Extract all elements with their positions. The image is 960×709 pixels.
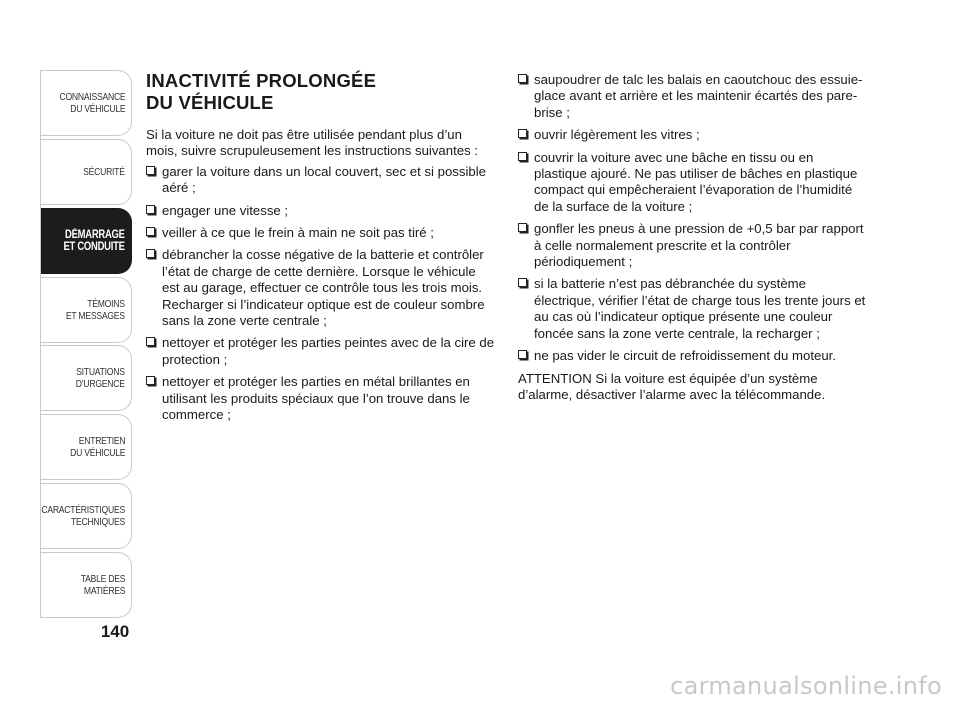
list-item-text: veiller à ce que le frein à main ne soit pas tiré ; bbox=[162, 225, 434, 241]
page-number: 140 bbox=[100, 622, 130, 641]
checkbox-bullet-icon bbox=[146, 166, 155, 175]
list-item bbox=[146, 225, 496, 241]
checkbox-bullet-icon bbox=[518, 278, 527, 287]
tab-label: SITUATIONS D’URGENCE bbox=[76, 366, 125, 390]
list-item bbox=[518, 221, 868, 270]
tab-label: SÉCURITÉ bbox=[83, 166, 125, 178]
list-item-text: ne pas vider le circuit de refroidissement du moteur. bbox=[534, 348, 836, 364]
list-item-text: nettoyer et protéger les parties en métal brillantes en utilisant les produits spéciaux que l’on trouve dans le commerce ; bbox=[162, 374, 470, 423]
checkbox-bullet-icon bbox=[146, 337, 155, 346]
chapter-sidebar bbox=[40, 70, 134, 618]
list-item bbox=[518, 72, 868, 121]
tab-label: CARACTÉRISTIQUES TECHNIQUES bbox=[41, 504, 125, 528]
section-title: INACTIVITÉ PROLONGÉE DU VÉHICULE bbox=[146, 70, 377, 113]
instruction-list-right bbox=[518, 72, 868, 365]
list-item bbox=[518, 348, 868, 364]
checkbox-bullet-icon bbox=[518, 223, 527, 232]
list-item bbox=[518, 150, 868, 216]
checkbox-bullet-icon bbox=[146, 376, 155, 385]
tab-temoins-et-messages[interactable] bbox=[40, 277, 132, 343]
tab-connaissance-du-vehicule[interactable] bbox=[40, 70, 132, 136]
list-item-text: gonfler les pneus à une pression de +0,5 bar par rapport à celle normalement prescrite et la contrôler périodiquement ; bbox=[534, 221, 864, 270]
checkbox-bullet-icon bbox=[146, 249, 155, 258]
sidebar-edge-line bbox=[40, 70, 41, 618]
list-item-text: nettoyer et protéger les parties peintes avec de la cire de protection ; bbox=[162, 335, 495, 367]
list-item-text: garer la voiture dans un local couvert, sec et si possible aéré ; bbox=[162, 163, 486, 196]
list-item bbox=[146, 335, 496, 368]
list-item bbox=[146, 203, 496, 219]
list-item-text: si la batterie n’est pas débranchée du système électrique, vérifier l’état de charge tous les trente jours et au cas où l’indicateur optique présente une couleur foncée sans la zone verte centrale, la recharger ; bbox=[534, 276, 866, 341]
tab-label: TÉMOINS ET MESSAGES bbox=[66, 298, 125, 322]
checkbox-bullet-icon bbox=[518, 129, 527, 138]
list-item bbox=[146, 164, 496, 197]
list-item-text: ouvrir légèrement les vitres ; bbox=[534, 127, 700, 143]
intro-paragraph: Si la voiture ne doit pas être utilisée pendant plus d’un mois, suivre scrupuleusement les instructions suivantes : bbox=[146, 127, 479, 159]
list-item bbox=[518, 127, 868, 143]
list-item-text: saupoudrer de talc les balais en caoutchouc des essuie-glace avant et arrière et les maintenir écartés des pare-brise ; bbox=[534, 72, 863, 120]
list-item bbox=[146, 374, 496, 423]
tab-demarrage-et-conduite[interactable] bbox=[40, 208, 132, 274]
tab-caracteristiques-techniques[interactable] bbox=[40, 483, 132, 549]
tab-table-des-matieres[interactable] bbox=[40, 552, 132, 618]
tab-label: DÉMARRAGE ET CONDUITE bbox=[63, 229, 125, 253]
tab-label: CONNAISSANCE DU VÉHICULE bbox=[59, 91, 125, 115]
checkbox-bullet-icon bbox=[518, 152, 527, 161]
checkbox-bullet-icon bbox=[518, 74, 527, 83]
attention-note: ATTENTION Si la voiture est équipée d’un système d’alarme, désactiver l’alarme avec la télécommande. bbox=[518, 370, 826, 402]
tab-label: ENTRETIEN DU VÉHICULE bbox=[69, 435, 125, 459]
instruction-list-left bbox=[146, 164, 496, 424]
tab-entretien-du-vehicule[interactable] bbox=[40, 414, 132, 480]
watermark: carmanualsonline.info bbox=[670, 672, 942, 700]
checkbox-bullet-icon bbox=[518, 350, 527, 359]
tab-label: TABLE DES MATIÈRES bbox=[80, 573, 125, 597]
right-column bbox=[518, 72, 868, 403]
list-item bbox=[146, 247, 496, 329]
tab-securite[interactable] bbox=[40, 139, 132, 205]
list-item-text: débrancher la cosse négative de la batterie et contrôler l’état de charge de cette dernière. Lorsque le véhicule est au garage, effectuer ce contrôle tous les trois mois. Recharger si l’indicateur optique est de couleur sombre sans la zone verte centrale ; bbox=[162, 247, 485, 329]
list-item bbox=[518, 276, 868, 342]
list-item-text: engager une vitesse ; bbox=[162, 202, 289, 218]
checkbox-bullet-icon bbox=[146, 227, 155, 236]
list-item-text: couvrir la voiture avec une bâche en tissu ou en plastique ajouré. Ne pas utiliser de bâches en plastique compact qui empêcheraient l’évaporation de l’humidité de la surface de la voiture ; bbox=[534, 149, 858, 214]
left-column bbox=[146, 70, 496, 430]
checkbox-bullet-icon bbox=[146, 205, 155, 214]
tab-situations-d-urgence[interactable] bbox=[40, 345, 132, 411]
